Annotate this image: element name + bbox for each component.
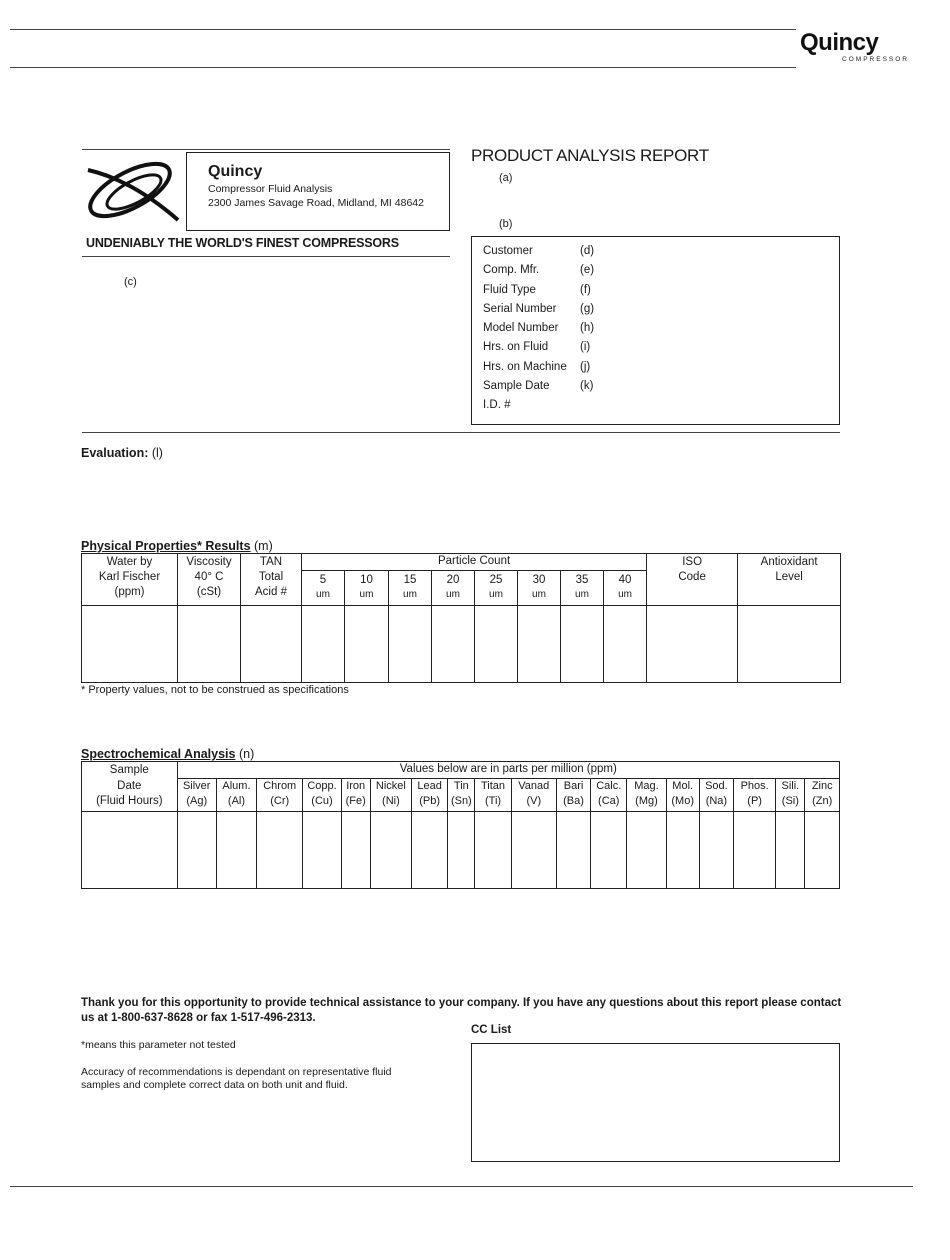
header-bottom-rule: [10, 67, 796, 68]
physical-value-cell[interactable]: [82, 606, 178, 683]
spectro-title-text: Spectrochemical Analysis: [81, 747, 236, 761]
element-header: [776, 779, 805, 811]
cc-list-box[interactable]: [471, 1043, 840, 1162]
info-row: [483, 361, 823, 380]
spectro-value-cell[interactable]: [412, 811, 448, 888]
brand-subtitle: COMPRESSOR: [842, 56, 909, 63]
spectro-value-cell[interactable]: [699, 811, 733, 888]
spectro-header-row-1: [82, 762, 840, 779]
element-header-line: (Pb): [419, 795, 441, 808]
element-header-line: Phos.: [740, 780, 769, 793]
info-label: Comp. Mfr.: [483, 264, 540, 277]
physical-value-cell[interactable]: [604, 606, 647, 683]
spectro-value-cell[interactable]: [303, 811, 341, 888]
particle-size-header-line: um: [359, 589, 374, 600]
info-marker: (f): [580, 283, 591, 296]
spectro-value-cell[interactable]: [177, 811, 216, 888]
particle-size-header-line: 15: [403, 574, 417, 586]
particle-size-header-line: 40: [618, 574, 632, 586]
info-marker: (e): [580, 264, 595, 277]
iso-header-line: Code: [678, 571, 706, 583]
element-header-line: Sili.: [781, 780, 800, 793]
element-header-line: (Cu): [311, 795, 333, 808]
cc-list-label: CC List: [471, 1024, 512, 1036]
element-header: [627, 779, 666, 811]
iso-header: [647, 554, 738, 606]
water-header-line: Water by: [106, 556, 153, 568]
header-top-rule: [10, 29, 796, 30]
particle-size-header-line: um: [316, 589, 330, 600]
physical-value-cell[interactable]: [647, 606, 738, 683]
spectro-value-cell[interactable]: [666, 811, 699, 888]
element-header-line: Mag.: [634, 780, 659, 793]
particle-size-header-line: um: [403, 589, 417, 600]
particle-size-header: [432, 571, 475, 606]
physical-value-cell[interactable]: [518, 606, 561, 683]
element-header: [257, 779, 303, 811]
element-header-line: (Mo): [671, 795, 694, 808]
element-header-line: (P): [747, 795, 762, 808]
info-row: [483, 245, 823, 264]
antioxidant-header-line: Antioxidant: [760, 556, 818, 568]
physical-title-text: Physical Properties* Results: [81, 539, 251, 553]
marker-c: (c): [124, 276, 137, 288]
element-header: [511, 779, 556, 811]
sample-date-header: [82, 762, 178, 812]
evaluation-label: Evaluation:: [81, 446, 149, 460]
particle-size-header-line: um: [446, 589, 460, 600]
info-marker: (g): [580, 302, 595, 315]
element-header-line: Tin: [453, 780, 469, 793]
spectro-value-cell[interactable]: [556, 811, 590, 888]
spectro-header-row-2: [82, 779, 840, 811]
particle-size-header: [518, 571, 561, 606]
info-row: [483, 322, 823, 341]
info-row: [483, 303, 823, 322]
info-label: Model Number: [483, 322, 559, 335]
values-note-header-line: Values below are in parts per million (ppm): [399, 763, 617, 775]
element-header-line: Vanad: [518, 780, 550, 793]
particle-size-header-line: um: [618, 589, 632, 600]
spectro-value-cell[interactable]: [475, 811, 511, 888]
accuracy-note: Accuracy of recommendations is dependant on representative fluid samples and complete correct data on both unit and fluid.: [81, 1066, 392, 1091]
element-header-line: (Mg): [635, 795, 658, 808]
particle-size-header-line: um: [532, 589, 546, 600]
info-row: [483, 284, 823, 303]
element-header-line: (Al): [227, 795, 246, 808]
marker-b: (b): [499, 218, 513, 230]
element-header: [341, 779, 370, 811]
tan-header: [241, 554, 302, 606]
element-header-line: (Ba): [563, 795, 584, 808]
element-header-line: (Ti): [484, 795, 502, 808]
particle-size-header-line: um: [575, 589, 589, 600]
particle-size-header: [302, 571, 345, 606]
element-header: [805, 779, 840, 811]
element-header: [475, 779, 511, 811]
water-header: [82, 554, 178, 606]
brand-logo: [800, 30, 915, 66]
particle-count-header: [302, 554, 647, 571]
particle-size-header: [604, 571, 647, 606]
physical-properties-table: [81, 553, 841, 683]
spectro-value-cell[interactable]: [82, 811, 178, 888]
info-label: Customer: [483, 245, 533, 257]
physical-value-cell[interactable]: [345, 606, 389, 683]
particle-size-header-line: 35: [575, 574, 589, 586]
water-header-line: (ppm): [114, 586, 145, 598]
viscosity-header-line: 40° C: [194, 571, 224, 583]
element-header: [666, 779, 699, 811]
element-header-line: Titan: [481, 780, 506, 793]
element-header-line: Iron: [346, 780, 366, 793]
particle-size-header-line: 25: [489, 574, 503, 586]
lab-name: Quincy: [208, 163, 263, 180]
element-header-line: Bari: [563, 780, 584, 793]
spectro-value-cell[interactable]: [776, 811, 805, 888]
element-header-line: Copp.: [307, 780, 337, 793]
spectro-marker: (n): [238, 747, 255, 761]
viscosity-header-line: (cSt): [196, 586, 222, 598]
sample-info-list: [483, 245, 823, 419]
element-header-line: Lead: [417, 780, 442, 793]
info-row: [483, 264, 823, 283]
lab-line1: Compressor Fluid Analysis: [208, 183, 333, 195]
element-header-line: (Ca): [598, 795, 620, 808]
element-header-line: Silver: [182, 780, 211, 793]
viscosity-header: [178, 554, 241, 606]
spectro-value-cell[interactable]: [627, 811, 666, 888]
particle-size-header-line: 20: [446, 574, 460, 586]
element-header-line: (Na): [705, 795, 728, 808]
evaluation-heading: [81, 446, 163, 460]
element-header-line: (Cr): [270, 795, 290, 808]
element-header: [591, 779, 627, 811]
physical-value-cell[interactable]: [302, 606, 345, 683]
info-marker: (j): [580, 360, 591, 373]
info-label: Serial Number: [483, 302, 557, 315]
element-header: [412, 779, 448, 811]
report-title: PRODUCT ANALYSIS REPORT: [471, 146, 709, 165]
physical-marker: (m): [254, 539, 273, 553]
physical-header-row-1: [82, 554, 841, 571]
physical-value-cell[interactable]: [475, 606, 518, 683]
lab-line2: 2300 James Savage Road, Midland, MI 48642: [208, 197, 424, 209]
physical-value-cell[interactable]: [178, 606, 241, 683]
info-label: Hrs. on Machine: [483, 360, 567, 373]
spectro-value-cell[interactable]: [805, 811, 840, 888]
particle-count-header-line: Particle Count: [437, 555, 511, 567]
particle-size-header: [561, 571, 604, 606]
info-label: Sample Date: [483, 380, 550, 393]
physical-data-row: [82, 606, 841, 683]
info-label: Hrs. on Fluid: [483, 341, 549, 354]
spectro-title: [81, 747, 254, 761]
spectro-value-cell[interactable]: [341, 811, 370, 888]
evaluation-marker: (l): [151, 446, 163, 460]
element-header-line: (V): [526, 795, 542, 808]
physical-value-cell[interactable]: [561, 606, 604, 683]
tan-header-line: TAN: [259, 556, 283, 568]
info-marker: (k): [580, 380, 594, 393]
not-tested-note: *means this parameter not tested: [81, 1039, 236, 1051]
physical-value-cell[interactable]: [432, 606, 475, 683]
element-header-line: (Ni): [382, 795, 400, 808]
element-header-line: Alum.: [222, 780, 251, 793]
element-header-line: Mol.: [672, 780, 694, 793]
marker-a: (a): [499, 172, 513, 184]
particle-size-header-line: um: [489, 589, 503, 600]
info-marker: (d): [580, 245, 595, 257]
spectro-value-cell[interactable]: [370, 811, 411, 888]
particle-size-header-line: 30: [532, 574, 546, 586]
values-note-header: [177, 762, 839, 779]
element-header-line: (Si): [781, 795, 799, 808]
element-header: [216, 779, 256, 811]
physical-properties-title: [81, 539, 273, 553]
element-header-line: Chrom: [263, 780, 297, 793]
element-header: [370, 779, 411, 811]
info-row: [483, 399, 823, 418]
element-header: [556, 779, 590, 811]
info-row: [483, 341, 823, 360]
info-marker: (i): [580, 341, 591, 354]
info-label: Fluid Type: [483, 283, 536, 296]
element-header-line: Zinc: [811, 780, 833, 793]
spectro-data-row: [82, 811, 840, 888]
quincy-swoosh-logo: [82, 150, 182, 230]
element-header-line: (Fe): [345, 795, 366, 808]
sample-info-box: [471, 236, 840, 425]
info-marker: (h): [580, 322, 595, 335]
particle-size-header: [345, 571, 389, 606]
tagline-rule: [82, 256, 450, 257]
water-header-line: Karl Fischer: [98, 571, 161, 583]
spectro-value-cell[interactable]: [511, 811, 556, 888]
iso-header-line: ISO: [682, 556, 703, 568]
spectro-value-cell[interactable]: [216, 811, 256, 888]
physical-value-cell[interactable]: [241, 606, 302, 683]
spectro-value-cell[interactable]: [734, 811, 776, 888]
element-header-line: Nickel: [375, 780, 406, 793]
element-header-line: Sod.: [705, 780, 728, 793]
antioxidant-header: [738, 554, 841, 606]
element-header: [699, 779, 733, 811]
spectro-value-cell[interactable]: [448, 811, 475, 888]
particle-size-header: [475, 571, 518, 606]
sample-date-header-line: Sample: [109, 764, 149, 776]
element-header: [303, 779, 341, 811]
element-header: [448, 779, 475, 811]
sample-date-header-line: Date: [117, 779, 142, 792]
element-header-line: (Zn): [812, 795, 833, 808]
tan-header-line: Total: [258, 571, 284, 583]
tan-header-line: Acid #: [255, 586, 287, 598]
element-header-line: (Sn): [450, 795, 472, 808]
page-bottom-rule: [10, 1186, 913, 1187]
physical-value-cell[interactable]: [738, 606, 841, 683]
info-label: I.D. #: [483, 399, 511, 412]
physical-value-cell[interactable]: [389, 606, 432, 683]
particle-size-header-line: 10: [360, 574, 373, 586]
element-header-line: Calc.: [596, 780, 622, 793]
physical-footnote: * Property values, not to be construed as specifications: [81, 684, 349, 696]
lab-address-box: [186, 152, 450, 231]
thank-you-note: Thank you for this opportunity to provide technical assistance to your company. If you have any questions about this report please contact us at 1-800-637-8628 or fax 1-517-496-2313.: [81, 997, 842, 1024]
spectro-table: [81, 761, 840, 889]
brand-name: Quincy: [800, 29, 879, 56]
particle-size-header-line: 5: [319, 574, 327, 586]
sample-date-header-line: (Fluid Hours): [96, 795, 163, 807]
element-header-line: (Ag): [186, 795, 208, 808]
spectro-value-cell[interactable]: [591, 811, 627, 888]
tagline: UNDENIABLY THE WORLD'S FINEST COMPRESSORS: [86, 236, 399, 250]
element-header: [177, 779, 216, 811]
section-separator: [82, 432, 840, 433]
particle-size-header: [389, 571, 432, 606]
element-header: [734, 779, 776, 811]
spectro-value-cell[interactable]: [257, 811, 303, 888]
antioxidant-header-line: Level: [775, 571, 803, 583]
info-row: [483, 380, 823, 399]
viscosity-header-line: Viscosity: [186, 556, 232, 568]
